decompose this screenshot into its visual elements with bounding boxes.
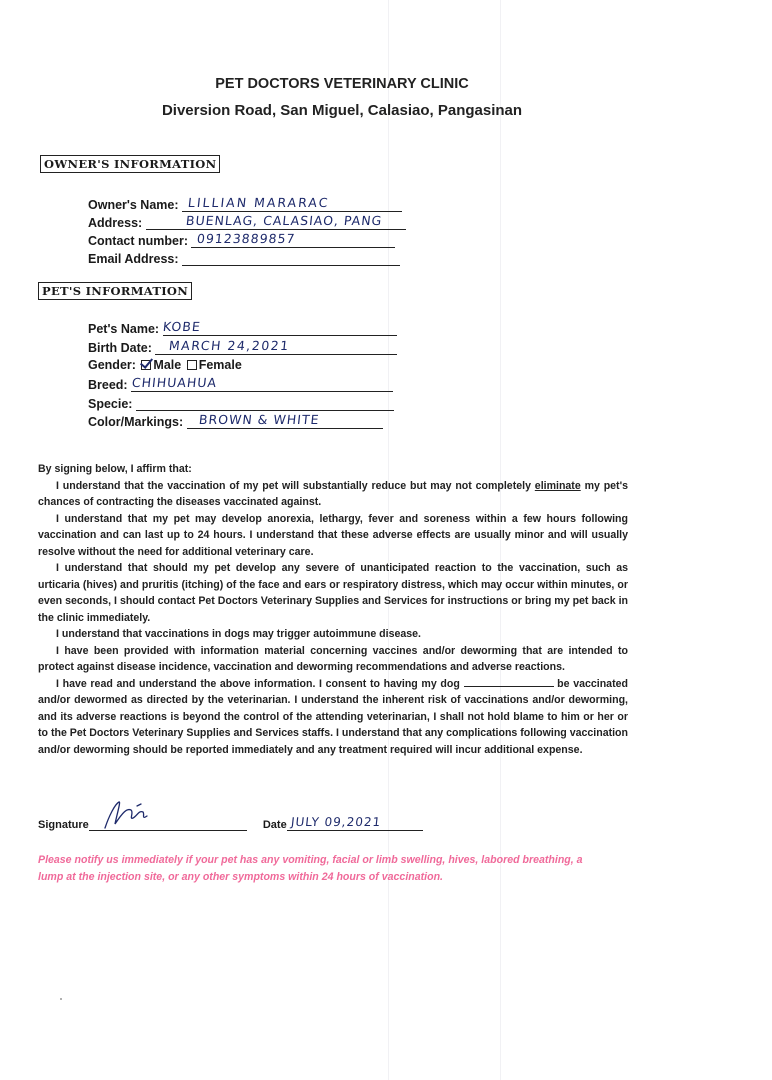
owner-contact-label: Contact number: — [88, 234, 188, 248]
pet-color-value: BROWN & WHITE — [197, 412, 320, 427]
pet-name-line[interactable] — [163, 320, 397, 336]
pet-breed-value: CHIHUAHUA — [131, 375, 218, 390]
owner-email-label: Email Address: — [88, 252, 179, 266]
gender-male-checkbox[interactable] — [141, 360, 151, 370]
owner-name-line[interactable] — [182, 196, 402, 212]
pet-name-label: Pet's Name: — [88, 322, 160, 336]
owner-address-label: Address: — [88, 216, 143, 230]
pet-name-field — [88, 320, 397, 336]
pet-color-label: Color/Markings: — [88, 415, 184, 429]
gender-female-checkbox[interactable] — [187, 360, 197, 370]
consent-paragraph-6 — [38, 676, 628, 759]
clinic-name: PET DOCTORS VETERINARY CLINIC — [215, 76, 469, 92]
consent-p6-text-a: I have read and understand the above information. I consent to having my dog — [56, 677, 460, 690]
pet-birthdate-label: Birth Date: — [88, 341, 152, 355]
vaccination-notice: Please notify us immediately if your pet has any vomiting, facial or limb swelling, hives, labored breathing, a lump at the injection site, or any other symptoms within 24 hours of vaccination. — [38, 854, 583, 883]
date-label: Date — [262, 819, 287, 831]
consent-lead: By signing below, I affirm that: — [38, 463, 192, 475]
consent-p6-text-b: be vaccinated and/or dewormed as directed by the veterinarian. I understand the inherent risk of vaccinations and/or deworming, and its adverse reactions is beyond the control of the attending veterinarian, I shall not hold blame to him or her or to the Pet Doctors Veterinary Supplies and Services staffs. I understand that any complications following vaccination and/or deworming should be reported immediately and any treatment required will incur additional expense. — [38, 677, 628, 756]
pet-breed-line[interactable] — [131, 376, 393, 392]
owner-email-line[interactable] — [182, 250, 400, 266]
pet-name-value: KOBE — [161, 319, 202, 334]
pet-breed-label: Breed: — [88, 378, 128, 392]
owner-name-value: LILLIAN MARARAC — [187, 195, 331, 210]
consent-paragraph-5: I have been provided with information material concerning vaccines and/or deworming that are intended to protect against disease incidence, vaccination and deworming recommendations and adverse reactions. — [38, 644, 628, 673]
pet-color-field — [88, 413, 383, 429]
scan-speck — [60, 998, 62, 1000]
gender-male-label: Male — [153, 358, 182, 372]
pet-birthdate-value: MARCH 24,2021 — [168, 338, 291, 353]
owner-address-line[interactable] — [146, 214, 406, 230]
owner-contact-line[interactable] — [191, 232, 395, 248]
owner-section-title: OWNER'S INFORMATION — [40, 155, 220, 173]
pet-gender-label: Gender: — [88, 358, 136, 372]
pet-section-title: PET'S INFORMATION — [38, 282, 192, 300]
gender-female-label: Female — [198, 358, 242, 372]
signature-line[interactable] — [89, 816, 247, 831]
consent-paragraph-1 — [38, 478, 628, 511]
consent-p1-text-a: I understand that the vaccination of my pet will substantially reduce but may not completely — [56, 479, 531, 492]
signature-row — [38, 816, 423, 831]
pet-color-line[interactable] — [187, 413, 383, 429]
clinic-address: Diversion Road, San Miguel, Calasiao, Pangasinan — [161, 102, 523, 119]
date-line[interactable] — [287, 816, 423, 831]
pet-specie-label: Specie: — [88, 397, 133, 411]
consent-p1-underlined: eliminate — [534, 479, 581, 492]
owner-address-value: BUENLAG, CALASIAO, PANG — [184, 213, 383, 228]
pet-birthdate-line[interactable] — [155, 339, 397, 355]
consent-p1-text-b: my pet's chances of contracting the diseases vaccinated against. — [38, 479, 628, 508]
date-value: JULY 09,2021 — [289, 815, 382, 829]
owner-email-field — [88, 250, 400, 266]
owner-contact-field — [88, 232, 395, 248]
owner-contact-value: 09123889857 — [196, 231, 297, 246]
signature-scribble — [101, 798, 161, 832]
pet-birthdate-field — [88, 339, 397, 355]
pet-gender-field — [88, 358, 242, 372]
owner-address-field — [88, 214, 406, 230]
owner-name-field — [88, 196, 402, 212]
consent-paragraph-3: I understand that should my pet develop any severe of unanticipated reaction to the vaccination, such as urticaria (hives) and pruritis (itching) of the face and ears or respiratory distress, which may occur within minutes, or even seconds, I should contact Pet Doctors Veterinary Supplies and Services for instructions or bring my pet back in the clinic immediately. — [38, 562, 628, 624]
dog-name-blank[interactable] — [464, 676, 554, 687]
consent-text — [38, 461, 628, 758]
consent-paragraph-2: I understand that my pet may develop anorexia, lethargy, fever and soreness within a few hours following vaccination and can last up to 24 hours. I understand that these adverse effects are usually minor and will usually resolve without the need for additional veterinary care. — [38, 512, 628, 558]
pet-specie-line[interactable] — [136, 395, 394, 411]
consent-paragraph-4: I understand that vaccinations in dogs may trigger autoimmune disease. — [56, 628, 421, 640]
owner-name-label: Owner's Name: — [88, 198, 179, 212]
pet-specie-field — [88, 395, 394, 411]
pet-breed-field — [88, 376, 393, 392]
signature-label: Signature — [38, 819, 89, 831]
